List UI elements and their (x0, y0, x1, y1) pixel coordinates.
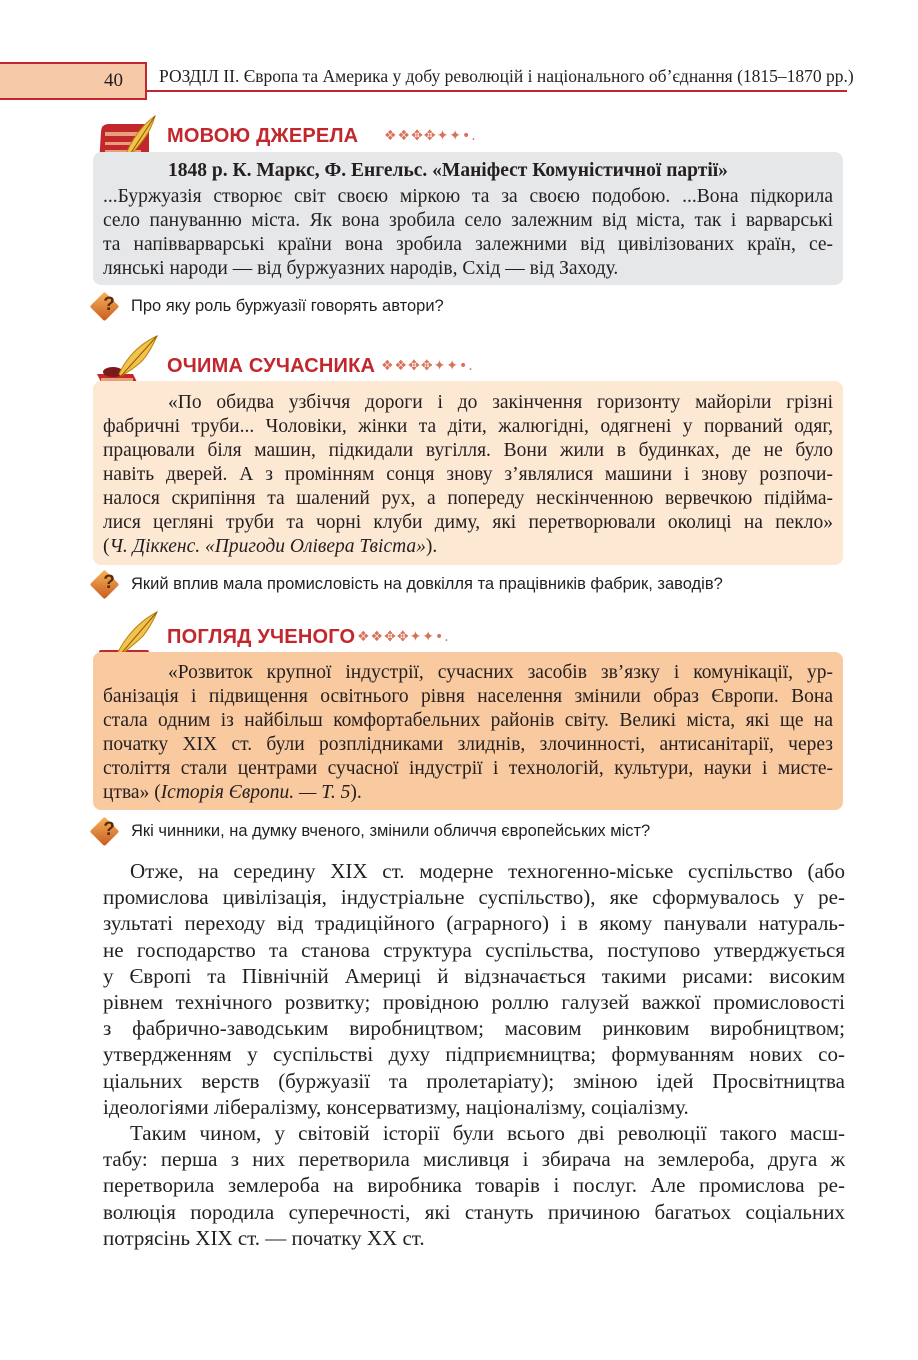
quote-citation (103, 781, 833, 805)
question-1 (94, 296, 794, 324)
body-line: промислова цивілізація, індустріальне суспільство), яке сформувалось у ре- (103, 885, 845, 910)
source-line: та напівварварські країни вона зробила залежними від цивілізованих країн, се- (103, 234, 833, 255)
quote-line: лися цегляні труби та чорні клуби диму, які перетворювали околиці на пекло» (103, 512, 833, 533)
body-line: волюція породила суперечності, які стануть причиною багатьох соціальних (103, 1199, 845, 1224)
quote-line: навіть дверей. А з промінням сонця знову з’являлися машини і знову розпочи- (103, 464, 833, 485)
source-line: село пануванню міста. Як вона зробила село залежним від міста, так і варварські (103, 210, 833, 231)
body-line: табу: перша з них перетворила мисливця і збирача на землероба, друга ж (103, 1147, 845, 1172)
quote-line: банізація і підвищення освітнього рівня населення змінили образ Європи. Вона (103, 686, 833, 707)
question-3 (94, 821, 794, 849)
body-line: не господарство та станова структура суспільства, поступово утверджується (103, 937, 845, 962)
header-rule (147, 90, 847, 92)
body-line (103, 1120, 845, 1146)
heading-ornament: ❖❖✥✥✦✦•. (381, 358, 474, 374)
citation-paren: ). (425, 536, 438, 557)
question-mark-glyph: ? (103, 819, 115, 840)
body-line: утвердженням у суспільстві духу підприємництва; формуванням нових со- (103, 1042, 845, 1067)
quote-line-text: «Розвиток крупної індустрії, сучасних засобів зв’язку і комунікації, ур- (168, 662, 833, 683)
body-paragraph-1 (103, 858, 845, 1120)
body-line: зультаті переходу від традиційного (аграрного) і в якому панували натураль- (103, 911, 845, 936)
quote-line: фабричні труби... Чоловіки, жінки та діти, жалюгідні, одягнені у порваний одяг, (103, 416, 833, 437)
source-line: лянські народи — від буржуазних народів, Схід — від Заходу. (103, 258, 619, 279)
citation-paren: ). (350, 782, 362, 803)
running-header: РОЗДІЛ ІІ. Європа та Америка у добу революцій і національного об’єднання (1815–1870 рр.) (159, 66, 854, 86)
question-mark-glyph: ? (103, 572, 115, 593)
heading-ornament: ❖❖✥✥✦✦•. (384, 128, 477, 144)
body-paragraph-2 (103, 1120, 845, 1251)
body-line-text: Таким чином, у світовій історії були всього дві революції такого масш- (130, 1121, 845, 1145)
quote-line (103, 661, 833, 685)
quote-citation (103, 535, 833, 559)
contemporary-text (103, 391, 833, 559)
body-line: ціальних верств (буржуазії та пролетаріату); зміною ідей Просвітництва (103, 1068, 845, 1093)
question-2 (94, 574, 854, 602)
citation-text: Історія Європи. — Т. 5 (160, 782, 351, 803)
body-line: у Європі та Північній Америці й відзначається такими рисами: високим (103, 963, 845, 988)
quote-line: стала одним із найбільш комфортабельних районів світу. Великі міста, які ще на (103, 710, 833, 731)
question-text: Який вплив мала промисловість на довкілля та працівників фабрик, заводів? (131, 575, 723, 593)
section-heading-contemporary: ОЧИМА СУЧАСНИКА (167, 355, 376, 377)
citation-text: Ч. Діккенс. «Пригоди Олівера Твіста» (109, 536, 426, 557)
quote-line-text: «По обидва узбіччя дороги і до закінчення горизонту майоріли грізні (168, 392, 833, 413)
section-heading-source: МОВОЮ ДЖЕРЕЛА (167, 125, 359, 147)
question-text: Про яку роль буржуазії говорять автори? (131, 297, 444, 315)
body-line: з фабрично-заводським виробництвом; масовим ринковим виробництвом; (103, 1016, 845, 1041)
body-line: ідеологіями лібералізму, консерватизму, націоналізму, соціалізму. (103, 1094, 689, 1119)
section-heading-scholar: ПОГЛЯД УЧЕНОГО (167, 626, 356, 648)
citation-paren: ( (103, 536, 110, 557)
body-line (103, 858, 845, 884)
source-line: ...Буржуазія створює світ своєю міркою та за своєю подобою. ...Вона підкорила (103, 186, 833, 207)
quote-last-line: цтва» ( (103, 782, 161, 803)
quote-line: століття стали центрами сучасної індустрії і технологій, культури, науки і мисте- (103, 758, 833, 779)
heading-ornament: ❖❖✥✥✦✦•. (357, 629, 450, 645)
quote-line: початку XIX ст. були розплідниками злиднів, злочинності, антисанітарії, через (103, 734, 833, 755)
scholar-text (103, 661, 833, 805)
quote-line (103, 391, 833, 415)
quote-line: працювали біля машин, підкидали вугілля. Вони жили в будинках, де не було (103, 440, 833, 461)
question-text: Які чинники, на думку вченого, змінили обличчя європейських міст? (131, 822, 651, 840)
page-number-tab (0, 62, 147, 100)
body-line-text: Отже, на середину XIX ст. модерне техногенно-міське суспільство (або (130, 859, 845, 883)
source-title: 1848 р. К. Маркс, Ф. Енгельс. «Маніфест Комуністичної партії» (168, 160, 728, 181)
source-text (103, 185, 833, 281)
question-mark-glyph: ? (103, 294, 115, 315)
body-line: перетворила землероба на виробника товарів і послуг. Але промислова ре- (103, 1173, 845, 1198)
quote-line: налося скрипіння та шалений рух, а попереду нескінченною вервечкою підійма- (103, 488, 833, 509)
body-line: рівнем технічного розвитку; провідною роллю галузей важкої промисловості (103, 989, 845, 1014)
body-line: потрясінь XIX ст. — початку XX ст. (103, 1225, 425, 1250)
page-number: 40 (104, 70, 123, 91)
